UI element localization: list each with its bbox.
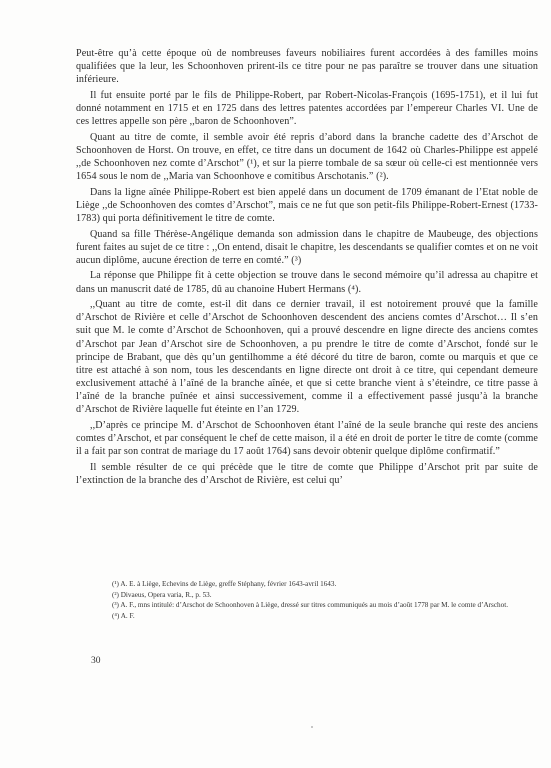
scan-speck (311, 726, 313, 728)
footnotes (112, 579, 542, 621)
paragraph: Quant au titre de comte, il semble avoir été repris d’abord dans la branche cadette des d’Arschot de Schoonhoven de Horst. On trouve, en effet, ce titre dans un document de 1642 où Charles-Philippe est appelé ,,de Schoonhoven nez comte d’Arschot” (¹), et sur la pierre tombale de sa sœur où celle-ci est mentionnée vers 1654 sous le nom de ,,Maria van Schoonhove e comitibus Arschotanis.” (²). (76, 131, 538, 183)
paragraph: ,,D’après ce principe M. d’Arschot de Schoonhoven étant l’aîné de la seule branche qui reste des anciens comtes d’Arschot, et par conséquent le chef de cette maison, il a été en droit de porter le titre de comte (comme il a fait par son contrat de mariage du 17 août 1764) sans devoir obtenir quelque diplôme confirmatif.” (76, 419, 538, 457)
paragraph: Dans la ligne aînée Philippe-Robert est bien appelé dans un document de 1709 émanant de l’Etat noble de Liège ,,de Schoonhoven des comtes d’Arschot”, mais ce ne fut que son petit-fils Philippe-Robert-Ernest (1733-1783) qui porta définitivement le titre de comte. (76, 186, 538, 224)
paragraph: Peut-être qu’à cette époque où de nombreuses faveurs nobiliaires furent accordées à des familles moins qualifiées que la leur, les Schoonhoven prirent-ils ce titre pour ne pas paraître se trouver dans une situation inférieure. (76, 48, 538, 86)
page-number: 30 (91, 656, 101, 666)
paragraph: Il semble résulter de ce qui précède que le titre de comte que Philippe d’Arschot prit par suite de l’extinction de la branche des d’Arschot de Rivière, est celui qu’ (76, 461, 538, 486)
body-text (76, 47, 538, 487)
footnote: (⁴) A. F. (112, 611, 135, 620)
paragraph: Il fut ensuite porté par le fils de Philippe-Robert, par Robert-Nicolas-François (1695-1751), et il lui fut donné notamment en 1715 et en 1725 dans des lettres patentes accordées par l’empereur Charles VI. Une de ces lettres appelle son père ,,baron de Schoonhoven”. (76, 89, 538, 128)
paragraph: ,,Quant au titre de comte, est-il dit dans ce dernier travail, il est notoirement prouvé que la famille d’Arschot de Rivière et celle d’Arschot de Schoonhoven descendent des anciens comtes d’Arschot… Il s’en suit que M. le comte d’Arschot de Schoonhoven, qui a prouvé descendre en ligne directe des anciens comtes d’Arschot par Jean d’Arschot sire de Schoonhoven, a pu prendre le titre de comte d’Arschot, fondé sur le principe de Brabant, que dès qu’un gentilhomme a été décoré du titre de baron, comte ou marquis et que ce titre est attaché à son nom, tous les descendants en ligne directe ont droit à ce titre, qui cependant demeure exclusivement attaché à l’aîné de la branche aînée, et que si cette branche vient à s’éteindre, ce titre passe à l’aîné de la branche puînée et ainsi successivement, comme il a effectivement passé jusqu’à la branche d’Arschot de Rivière laquelle fut éteinte en l’an 1729. (76, 299, 538, 415)
footnote: (¹) A. E. à Liège, Echevins de Liège, greffe Stéphany, février 1643-avril 1643. (112, 580, 337, 588)
footnote: (³) A. F., mns intitulé: d’Arschot de Schoonhoven à Liège, dressé sur titres communiqués au mois d’août 1778 par M. le comte d’Arschot. (112, 601, 509, 610)
footnote: (²) Divaeus, Opera varia, R., p. 53. (112, 590, 212, 599)
paragraph: La réponse que Philippe fit à cette objection se trouve dans le second mémoire qu’il adressa au chapitre et dans un manuscrit daté de 1785, dû au chanoine Hubert Hermans (⁴). (76, 270, 538, 295)
paragraph: Quand sa fille Thérèse-Angélique demanda son admission dans le chapitre de Maubeuge, des objections furent faites au sujet de ce titre : ,,On entend, disait le chapitre, les descendants se qualifier comtes et on ne voit aucun diplôme, aucune érection de terre en comté.” (³) (76, 228, 538, 266)
